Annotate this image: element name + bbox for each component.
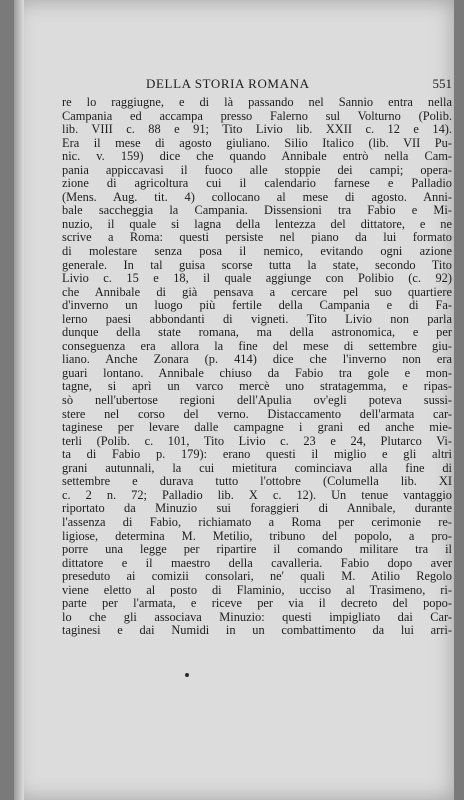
text-line: Campania ed accampa presso Falerno sul Volturno (Polib.	[62, 108, 452, 123]
text-line: ligiose, determina M. Metilio, tribuno del popolo, a pro-	[62, 528, 452, 543]
text-line: parte per l'armata, e riceve per via il decreto del popo-	[62, 596, 452, 611]
text-line: d'inverno un luogo più fertile della Campania e di Fa-	[62, 298, 452, 313]
text-line: stere nel corso del verno. Distaccamento dell'armata car-	[62, 406, 452, 421]
text-line: zione di agricoltura cui il calendario farnese e Palladio	[62, 176, 452, 191]
text-line: grani autunnali, la cui mietitura cominciava alla fine di	[62, 460, 452, 475]
text-line: dunque della state romana, ma della astronomica, e per	[62, 325, 452, 340]
text-line: taginesi e dai Numidi in un combattimento da lui arri-	[62, 623, 452, 638]
text-line: scrive a Roma: questi persiste nel piano da lui formato	[62, 230, 452, 245]
text-line: taginese per levare dalle campagne i grani ed anche mie-	[62, 420, 452, 435]
text-line: ta di Fabio p. 179): erano questi il miglio e gli altri	[62, 447, 452, 462]
text-line: Era il mese di agosto giuliano. Silio Italico (lib. VII Pu-	[62, 135, 452, 150]
text-line: porre una legge per ripartire il comando militare tra il	[62, 542, 452, 557]
text-line: dittatore e il maestro della cavalleria. Fabio dopo aver	[62, 555, 452, 570]
text-line: nuzio, il quale si lagna della lentezza del dittatore, e ne	[62, 216, 452, 231]
text-line: di molestare senza posa il nemico, evitando ogni azione	[62, 244, 452, 259]
text-line: liano. Anche Zonara (p. 414) dice che l'inverno non era	[62, 352, 452, 367]
text-line: riportato da Minuzio sui foraggieri di Annibale, durante	[62, 501, 452, 516]
text-line: c. 2 n. 72; Palladio lib. X c. 12). Un tenue vantaggio	[62, 487, 452, 502]
text-line: lerno paesi abbondanti di vigneti. Tito Livio non parla	[62, 311, 452, 326]
text-line: lo che gli associava Minuzio: questi impigliato dai Car-	[62, 609, 452, 624]
text-line: sò nell'ubertose regioni dell'Apulia ov'egli poteva sussi-	[62, 393, 452, 408]
running-title: DELLA STORIA ROMANA	[146, 76, 310, 91]
text-line: viene eletto al posto di Flaminio, ucciso al Trasimeno, ri-	[62, 582, 452, 597]
text-line: tagne, si aprì un varco mercè uno stratagemma, e ripas-	[62, 379, 452, 394]
text-line: terli (Polib. c. 101, Tito Livio c. 23 e 24, Plutarco Vi-	[62, 433, 452, 448]
text-line: nic. v. 159) dice che quando Annibale entrò nella Cam-	[62, 149, 452, 164]
text-line: pania appiccavasi il fuoco alle stoppie dei campi; opera-	[62, 162, 452, 177]
text-line: l'assenza di Fabio, richiamato a Roma per cerimonie re-	[62, 514, 452, 529]
text-line: re lo raggiugne, e di là passando nel Sannio entra nella	[62, 95, 452, 109]
text-line: conseguenza era allora la fine del mese di settembre giu-	[62, 338, 452, 353]
text-line: guari lontano. Annibale chiuso da Fabio tra gole e mon-	[62, 365, 452, 380]
text-line: lib. VIII c. 88 e 91; Tito Livio lib. XXII c. 12 e 14).	[62, 122, 452, 137]
page-number: 551	[432, 76, 452, 91]
text-line: settembre e durava tutto l'ottobre (Columella lib. XI	[62, 474, 452, 489]
text-line: che Annibale di già pensava a cercare pel suo quartiere	[62, 284, 452, 299]
book-page	[14, 0, 454, 800]
text-line: bale saccheggia la Campania. Dissensioni tra Fabio e Mi-	[62, 203, 452, 218]
body-text	[62, 96, 452, 638]
text-line: preseduto ai comizii consolari, ne' quali M. Atilio Regolo	[62, 569, 452, 584]
text-line: Livio c. 15 e 18, il quale aggiunge con Polibio (c. 92)	[62, 271, 452, 286]
ink-spot	[185, 673, 189, 677]
text-line: generale. In tal guisa scorse tutta la state, secondo Tito	[62, 257, 452, 272]
text-line: (Mens. Aug. tit. 4) collocano al mese di agosto. Anni-	[62, 189, 452, 204]
running-head	[60, 76, 452, 92]
